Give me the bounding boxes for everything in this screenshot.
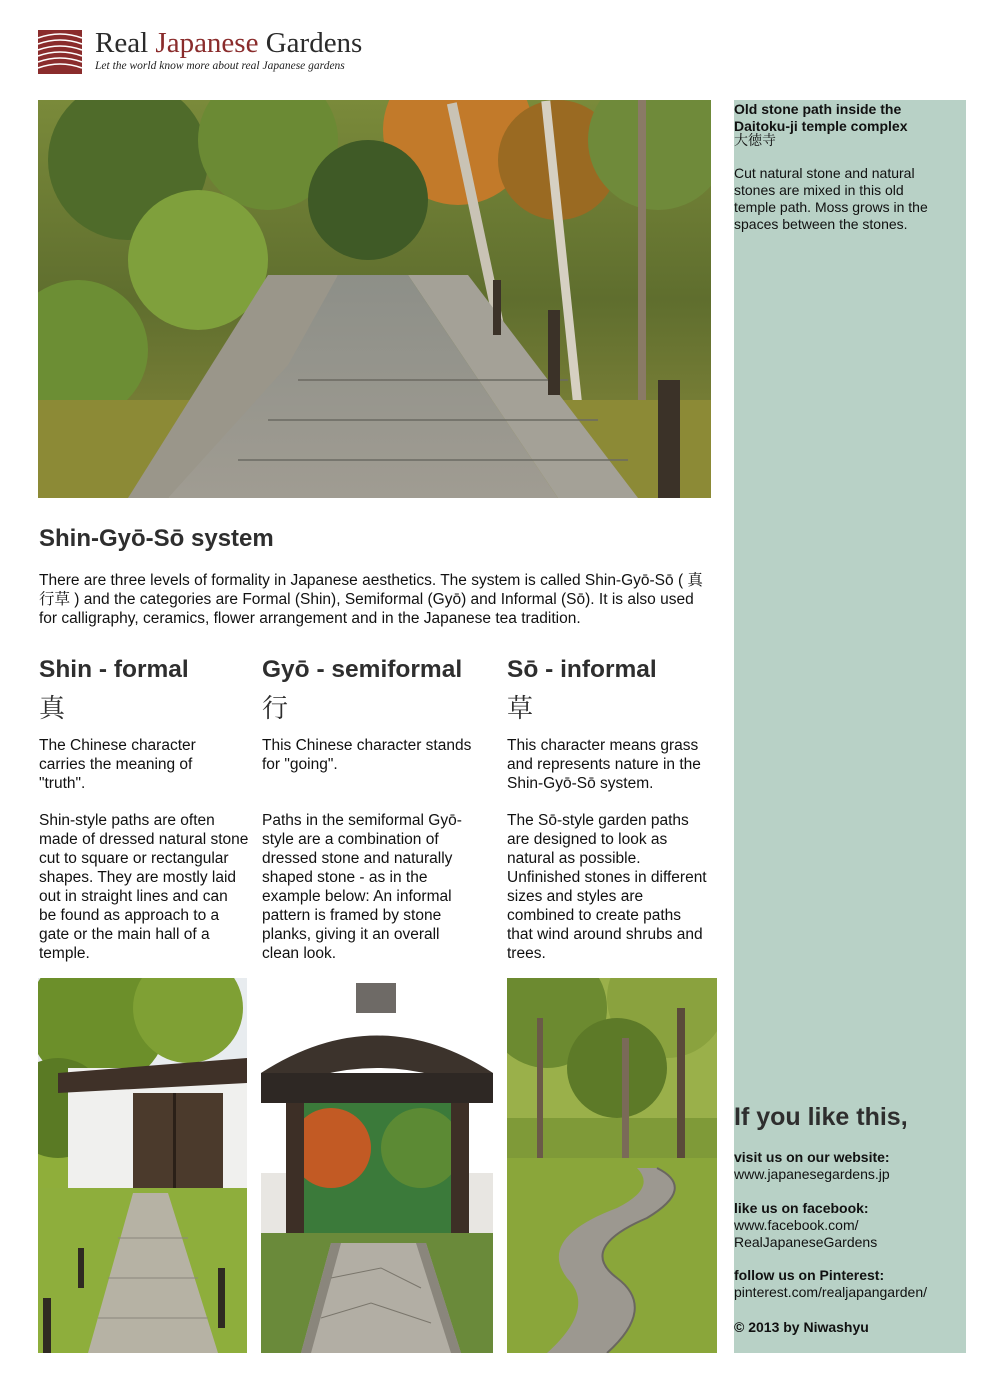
photo-gyo-gate bbox=[261, 978, 493, 1353]
column-shin-p1: The Chinese character carries the meaning of "truth". bbox=[39, 737, 196, 792]
column-so-p2: The Sō-style garden paths are designed to look as natural as possible. Unfinished stones in different sizes and styles are combined to create paths that wind around shrubs and trees. bbox=[507, 812, 707, 962]
column-so-p1: This character means grass and represents nature in the Shin-Gyō-Sō system. bbox=[507, 737, 701, 792]
logo-title-part2: Gardens bbox=[258, 27, 363, 59]
logo-title-part1: Real bbox=[95, 27, 156, 59]
hero-caption-body: Cut natural stone and natural stones are mixed in this old temple path. Moss grows in the spaces between the stones. bbox=[734, 165, 928, 232]
column-gyo-p2: Paths in the semiformal Gyō-style are a combination of dressed stone and naturally shaped stone - as in the example below: An informal pattern is framed by stone planks, giving it an overall clean look. bbox=[262, 812, 462, 962]
logo-title[interactable] bbox=[95, 27, 362, 60]
pinterest-label: follow us on Pinterest: bbox=[734, 1267, 885, 1283]
logo-title-accent: Japanese bbox=[155, 27, 259, 59]
pinterest-link[interactable]: pinterest.com/realjapangarden/ bbox=[734, 1284, 928, 1300]
hero-caption-title: Old stone path inside the Daitoku-ji temple complex bbox=[734, 101, 908, 134]
section-heading: Shin-Gyō-Sō system bbox=[39, 525, 274, 552]
photo-so-path bbox=[507, 978, 717, 1353]
photo-shin-path bbox=[38, 978, 247, 1353]
website-link[interactable]: www.japanesegardens.jp bbox=[734, 1166, 890, 1182]
column-heading-gyo: Gyō - semiformal bbox=[262, 656, 463, 683]
hero-photo-stone-path bbox=[38, 100, 711, 498]
column-heading-so: Sō - informal bbox=[507, 656, 657, 683]
hero-caption-kanji: 大徳寺 bbox=[734, 133, 776, 149]
facebook-label: like us on facebook: bbox=[734, 1200, 869, 1216]
column-shin-p2: Shin-style paths are often made of dressed natural stone cut to square or rectangular shapes. They are mostly laid out in straight lines and can be found as approach to a gate or the main hall of a temple. bbox=[39, 812, 249, 962]
logo-tagline: Let the world know more about real Japanese gardens bbox=[95, 60, 345, 72]
sidebar-heading: If you like this, bbox=[734, 1103, 908, 1131]
column-kanji-so: 草 bbox=[507, 694, 534, 724]
column-heading-shin: Shin - formal bbox=[39, 656, 189, 683]
column-gyo-p1: This Chinese character stands for "going". bbox=[262, 737, 472, 773]
facebook-link-line2[interactable]: RealJapaneseGardens bbox=[734, 1234, 878, 1250]
section-intro: There are three levels of formality in Japanese aesthetics. The system is called Shin-Gyō-Sō ( 真行草 ) and the categories are Formal (Shin), Semiformal (Gyō) and Informal (Sō). It is also used for calligraphy, ceramics, flower arrangement and in the Japanese tea tradition. bbox=[39, 572, 703, 627]
column-kanji-gyo: 行 bbox=[262, 694, 289, 724]
column-kanji-shin: 真 bbox=[39, 694, 66, 724]
logo-mark-icon bbox=[38, 30, 82, 74]
facebook-link-line1[interactable]: www.facebook.com/ bbox=[734, 1217, 859, 1233]
website-label: visit us on our website: bbox=[734, 1149, 890, 1165]
copyright: © 2013 by Niwashyu bbox=[734, 1319, 869, 1335]
